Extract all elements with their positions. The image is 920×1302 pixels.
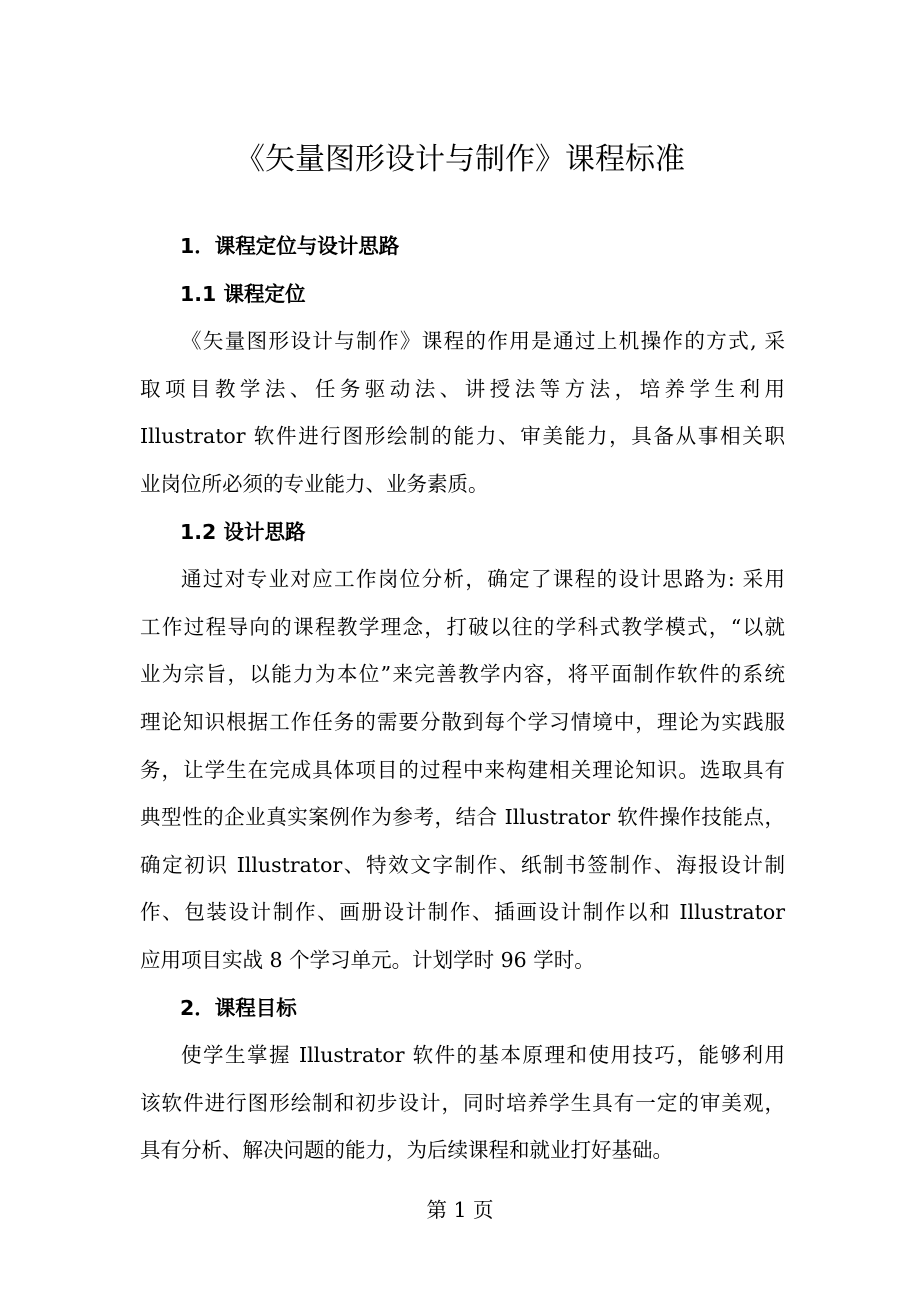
paragraph-line: 应用项目实战 8 个学习单元。计划学时 96 学时。 xyxy=(140,947,595,972)
section-heading-course-positioning: 1.1 课程定位 xyxy=(180,281,306,306)
section-heading-course-goals: 2．课程目标 xyxy=(180,995,297,1020)
paragraph-line: 业为宗旨，以能力为本位”来完善教学内容，将平面制作软件的系统 xyxy=(140,662,785,687)
paragraph-line: 典型性的企业真实案例作为参考，结合 Illustrator 软件操作技能点， xyxy=(140,805,785,830)
paragraph-line: 务，让学生在完成具体项目的过程中来构建相关理论知识。选取具有 xyxy=(140,757,785,782)
paragraph-line: 工作过程导向的课程教学理念，打破以往的学科式教学模式，“以就 xyxy=(140,614,785,639)
paragraph-line: 取项目教学法、任务驱动法、讲授法等方法，培养学生利用 xyxy=(140,376,785,401)
paragraph-line: 使学生掌握 Illustrator 软件的基本原理和使用技巧，能够利用 xyxy=(181,1043,785,1068)
paragraph-line: 《矢量图形设计与制作》课程的作用是通过上机操作的方式, 采 xyxy=(181,329,785,354)
paragraph-line: 通过对专业对应工作岗位分析，确定了课程的设计思路为: 采用 xyxy=(181,567,785,592)
page-number: 第 1 页 xyxy=(426,1198,494,1222)
paragraph-line: 作、包装设计制作、画册设计制作、插画设计制作以和 Illustrator xyxy=(140,900,785,925)
paragraph-line: 该软件进行图形绘制和初步设计，同时培养学生具有一定的审美观， xyxy=(140,1090,785,1115)
section-heading-course-positioning-and-design: 1．课程定位与设计思路 xyxy=(180,234,400,258)
paragraph-line: Illustrator 软件进行图形绘制的能力、审美能力，具备从事相关职 xyxy=(140,424,785,449)
document-body xyxy=(140,223,785,1175)
paragraph-design-approach xyxy=(140,556,785,984)
paragraph-line: 业岗位所必须的专业能力、业务素质。 xyxy=(140,471,489,496)
document-title: 《矢量图形设计与制作》课程标准 xyxy=(235,142,685,177)
paragraph-line: 确定初识 Illustrator、特效文字制作、纸制书签制作、海报设计制 xyxy=(140,852,785,877)
paragraph-course-goals xyxy=(140,1032,785,1175)
paragraph-course-positioning xyxy=(140,318,785,508)
section-heading-design-approach: 1.2 设计思路 xyxy=(180,519,306,544)
paragraph-line: 理论知识根据工作任务的需要分散到每个学习情境中，理论为实践服 xyxy=(140,709,785,734)
paragraph-line: 具有分析、解决问题的能力，为后续课程和就业打好基础。 xyxy=(140,1138,673,1163)
